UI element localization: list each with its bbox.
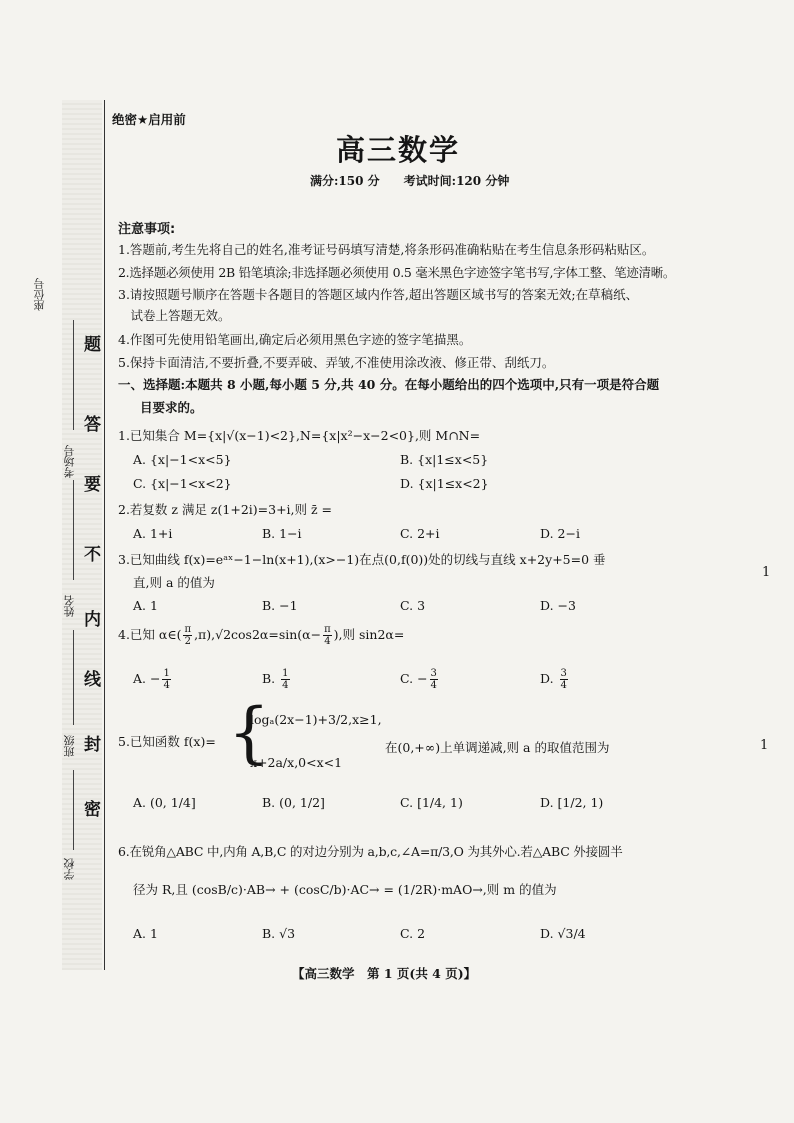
seat-number-label: 座位号 bbox=[33, 278, 46, 311]
school-label: 学校 bbox=[63, 858, 76, 880]
notice-item: 试卷上答题无效。 bbox=[118, 308, 231, 323]
question-3-stem-cont: 直,则 a 的值为 bbox=[133, 575, 215, 590]
q3-option-a: A. 1 bbox=[133, 598, 158, 613]
question-2-stem: 2.若复数 z 满足 z(1+2i)=3+i,则 z̄ = bbox=[118, 502, 333, 517]
seal-char: 题 bbox=[84, 335, 101, 355]
q3-option-c: C. 3 bbox=[400, 598, 426, 613]
q4-option-a: A. − $\frac{1}{4}$ bbox=[133, 668, 170, 691]
q1-option-d: D. {x|1≤x<2} bbox=[400, 476, 489, 491]
class-label: 班级 bbox=[63, 735, 76, 757]
q1-option-c: C. {x|−1<x<2} bbox=[133, 476, 232, 491]
exam-meta: 满分:150 分 考试时间:120 分钟 bbox=[310, 174, 510, 188]
q6-option-d: D. √3/4 bbox=[540, 926, 586, 941]
name-label: 姓名 bbox=[63, 595, 76, 617]
notice-item: 5.保持卡面清洁,不要折叠,不要弄破、弄皱,不准使用涂改液、修正带、刮纸刀。 bbox=[118, 355, 555, 370]
question-6-stem-cont: 径为 R,且 (cosB/c)·AB→ + (cosC/b)·AC→ = (1/2R)·mAO→,则 m 的值为 bbox=[133, 882, 557, 897]
q2-option-c: C. 2+i bbox=[400, 526, 440, 541]
notice-item: 2.选择题必须使用 2B 铅笔填涂;非选择题必须使用 0.5 毫米黑色字迹签字笔书写,字体工整、笔迹清晰。 bbox=[118, 265, 676, 280]
q1-option-a: A. {x|−1<x<5} bbox=[133, 452, 232, 467]
q4-option-d: D. $\frac{3}{4}$ bbox=[540, 668, 567, 691]
question-3-stem: 3.已知曲线 f(x)=eᵃˣ−1−ln(x+1),(x>−1)在点(0,f(0))处的切线与直线 x+2y+5=0 垂 bbox=[118, 552, 606, 567]
q3-option-b: B. −1 bbox=[262, 598, 298, 613]
q5-option-c: C. [1/4, 1) bbox=[400, 795, 463, 810]
field-line bbox=[73, 770, 74, 850]
piecewise-brace: { bbox=[228, 694, 270, 771]
seal-char: 密 bbox=[84, 800, 101, 820]
question-5-tail: 在(0,+∞)上单调递减,则 a 的取值范围为 bbox=[385, 740, 610, 755]
q4-option-c: C. − $\frac{3}{4}$ bbox=[400, 668, 437, 691]
q2-option-d: D. 2−i bbox=[540, 526, 580, 541]
q4-option-b: B. $\frac{1}{4}$ bbox=[262, 668, 289, 691]
q5-piece-2: x+2a/x,0<x<1 bbox=[250, 755, 343, 770]
question-6-stem: 6.在锐角△ABC 中,内角 A,B,C 的对边分别为 a,b,c,∠A=π/3,O 为其外心.若△ABC 外接圆半 bbox=[118, 844, 623, 859]
q5-option-d: D. [1/2, 1) bbox=[540, 795, 604, 810]
q6-option-a: A. 1 bbox=[133, 926, 158, 941]
notice-item: 3.请按照题号顺序在答题卡各题目的答题区域内作答,超出答题区域书写的答案无效;在草稿纸、 bbox=[118, 287, 639, 302]
margin-mark: 1 bbox=[760, 738, 769, 753]
q5-option-a: A. (0, 1/4] bbox=[133, 795, 196, 810]
q6-option-b: B. √3 bbox=[262, 926, 296, 941]
field-line bbox=[73, 320, 74, 430]
field-line bbox=[73, 480, 74, 580]
question-5-lead: 5.已知函数 f(x)= bbox=[118, 734, 216, 749]
binding-strip bbox=[62, 100, 102, 970]
margin-mark: 1 bbox=[762, 565, 771, 580]
notice-item: 4.作图可先使用铅笔画出,确定后必须用黑色字迹的签字笔描黑。 bbox=[118, 332, 472, 347]
field-line bbox=[73, 630, 74, 725]
notice-item: 1.答题前,考生先将自己的姓名,准考证号码填写清楚,将条形码准确粘贴在考生信息条形码粘贴区。 bbox=[118, 242, 655, 257]
section-heading: 一、选择题:本题共 8 小题,每小题 5 分,共 40 分。在每小题给出的四个选项中,只有一项是符合题 bbox=[118, 377, 660, 392]
q6-option-c: C. 2 bbox=[400, 926, 426, 941]
q3-option-d: D. −3 bbox=[540, 598, 576, 613]
q5-option-b: B. (0, 1/2] bbox=[262, 795, 325, 810]
confidential-mark: 绝密★启用前 bbox=[112, 112, 186, 127]
seal-char: 答 bbox=[84, 415, 101, 435]
page-footer: 【高三数学 第 1 页(共 4 页)】 bbox=[292, 966, 477, 981]
q2-option-a: A. 1+i bbox=[133, 526, 173, 541]
q2-option-b: B. 1−i bbox=[262, 526, 302, 541]
question-1-stem: 1.已知集合 M={x|√(x−1)<2},N={x|x²−x−2<0},则 M∩N= bbox=[118, 428, 481, 443]
exam-room-label: 考场号 bbox=[63, 445, 76, 478]
notice-heading: 注意事项: bbox=[118, 222, 176, 237]
seal-char: 不 bbox=[84, 545, 101, 565]
question-4-stem: 4.已知 α∈( $\frac{\pi}{2}$ ,π),√2cos2α=sin(α− $\frac{\pi}{4}$ ),则 sin2α= bbox=[118, 624, 405, 647]
section-heading-cont: 目要求的。 bbox=[140, 400, 203, 415]
page-title: 高三数学 bbox=[336, 133, 461, 167]
seal-char: 要 bbox=[84, 475, 101, 495]
seal-char: 内 bbox=[84, 610, 101, 630]
seal-char: 线 bbox=[84, 670, 101, 690]
seal-char: 封 bbox=[84, 735, 101, 755]
q5-piece-1: logₐ(2x−1)+3/2,x≥1, bbox=[250, 712, 382, 727]
q1-option-b: B. {x|1≤x<5} bbox=[400, 452, 489, 467]
binding-line bbox=[104, 100, 105, 970]
